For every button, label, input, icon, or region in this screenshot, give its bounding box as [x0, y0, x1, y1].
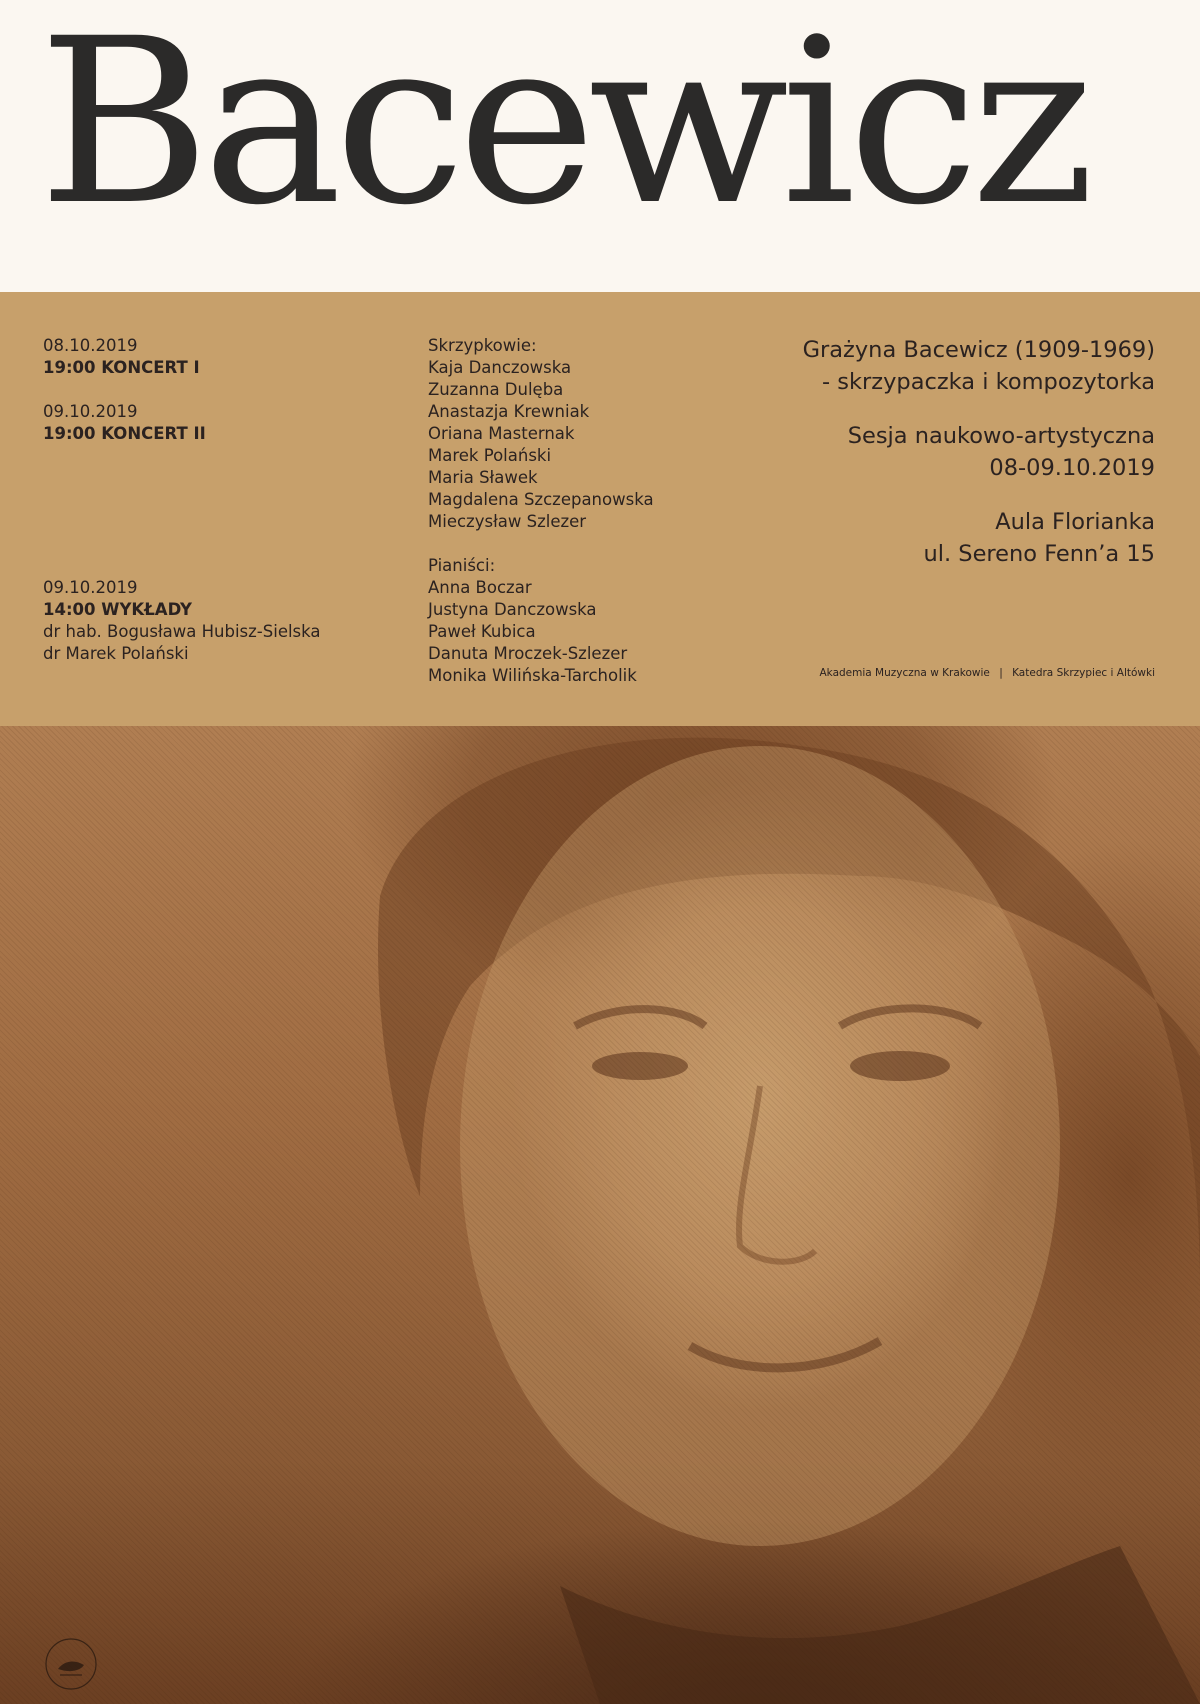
organizer-separator: | [999, 667, 1003, 679]
pianist-name: Monika Wilińska-Tarcholik [428, 666, 637, 685]
composer-name: Grażyna Bacewicz (1909-1969) [802, 337, 1155, 363]
schedule-column [43, 335, 321, 665]
venue-name: Aula Florianka [995, 509, 1155, 535]
portrait-photo [0, 726, 1200, 1704]
event2-time: 19:00 KONCERT II [43, 424, 206, 443]
academy-seal-logo-icon [44, 1637, 98, 1691]
organizer-academy: Akademia Muzyczna w Krakowie [819, 667, 990, 679]
session-dates: 08-09.10.2019 [989, 455, 1155, 481]
violinist-name: Magdalena Szczepanowska [428, 490, 654, 509]
organizer-department: Katedra Skrzypiec i Altówki [1012, 667, 1155, 679]
performers-column [428, 335, 654, 687]
pianist-name: Paweł Kubica [428, 622, 536, 641]
header-band [0, 0, 1200, 292]
event1-time: 19:00 KONCERT I [43, 358, 200, 377]
lecturer: dr hab. Bogusława Hubisz-Sielska [43, 622, 321, 641]
poster-title: Bacewicz [38, 0, 1087, 255]
about-column [803, 334, 1155, 570]
violinist-name: Zuzanna Dulęba [428, 380, 564, 399]
pianist-name: Justyna Danczowska [428, 600, 597, 619]
violinist-name: Maria Sławek [428, 468, 538, 487]
violinist-name: Mieczysław Szlezer [428, 512, 587, 531]
event1-date: 08.10.2019 [43, 336, 138, 355]
pianist-name: Danuta Mroczek-Szlezer [428, 644, 628, 663]
portrait-shapes [0, 726, 1200, 1704]
pianists-heading: Pianiści: [428, 556, 496, 575]
session-title: Sesja naukowo-artystyczna [847, 423, 1155, 449]
event3-date: 09.10.2019 [43, 578, 138, 597]
violinist-name: Oriana Masternak [428, 424, 575, 443]
event3-time: 14:00 WYKŁADY [43, 600, 193, 619]
violinist-name: Marek Polański [428, 446, 552, 465]
venue-address: ul. Sereno Fenn’a 15 [923, 541, 1155, 567]
composer-description: - skrzypaczka i kompozytorka [822, 369, 1155, 395]
pianist-name: Anna Boczar [428, 578, 532, 597]
violinists-heading: Skrzypkowie: [428, 336, 537, 355]
organizers-line [820, 667, 1156, 679]
event2-date: 09.10.2019 [43, 402, 138, 421]
lecturer: dr Marek Polański [43, 644, 189, 663]
violinist-name: Anastazja Krewniak [428, 402, 590, 421]
violinist-name: Kaja Danczowska [428, 358, 572, 377]
info-band [0, 292, 1200, 726]
